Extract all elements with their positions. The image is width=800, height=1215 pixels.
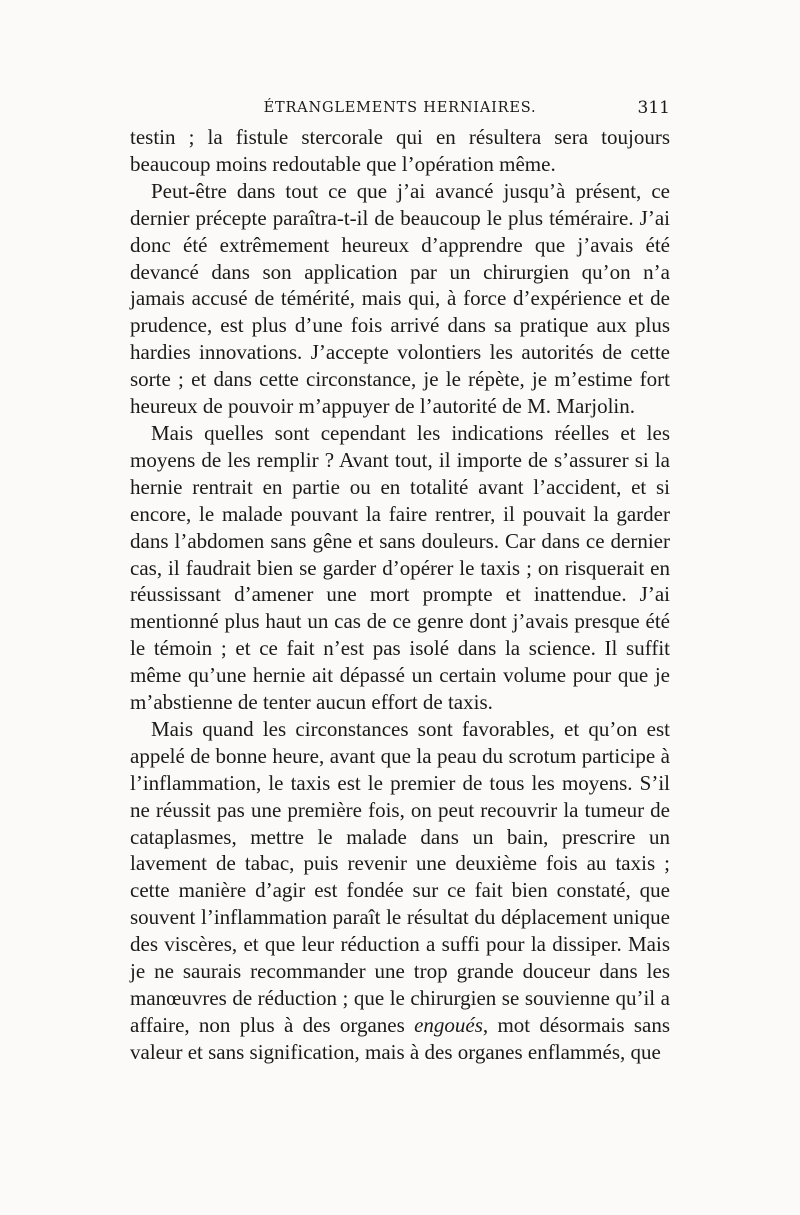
body-text	[130, 124, 670, 1066]
emphasis-engoues: engoués	[414, 1012, 483, 1037]
page-number: 311	[637, 98, 670, 118]
paragraph-4-text-before: Mais quand les circonstances sont favorables, et qu’on est appelé de bonne heure, avant que la peau du scrotum participe à l’inflammation, le taxis est le premier de tous les moyens. S’il ne réussit pas une première fois, on peut recouvrir la tumeur de cataplasmes, mettre le malade dans un bain, prescrire un lavement de tabac, puis revenir une deuxième fois au taxis ; cette manière d’agir est fondée sur ce fait bien constaté, que souvent l’inflammation paraît le résultat du déplacement unique des viscères, et que leur réduction a suffi pour la dissiper. Mais je ne saurais recommander une trop grande douceur dans les manœuvres de réduction ; que le chirurgien se souvienne qu’il a affaire, non plus à des organes	[130, 716, 670, 1037]
book-page	[130, 98, 670, 1066]
paragraph-1: testin ; la fistule stercorale qui en résultera sera toujours beaucoup moins redoutable que l’opération même.	[130, 125, 670, 176]
paragraph-2: Peut-être dans tout ce que j’ai avancé jusqu’à présent, ce dernier précepte paraîtra-t-il de beaucoup le plus téméraire. J’ai donc été extrêmement heureux d’apprendre que j’avais été devancé dans son application par un chirurgien qu’on n’a jamais accusé de témérité, mais qui, à force d’expérience et de prudence, est plus d’une fois arrivé dans sa pratique aux plus hardies innovations. J’accepte volontiers les autorités de cette sorte ; et dans cette circonstance, je le répète, je m’estime fort heureux de pouvoir m’appuyer de l’autorité de M. Marjolin.	[130, 178, 670, 419]
running-title: ÉTRANGLEMENTS HERNIAIRES.	[263, 100, 537, 116]
running-head	[130, 98, 670, 122]
paragraph-3: Mais quelles sont cependant les indications réelles et les moyens de les remplir ? Avant tout, il importe de s’assurer si la hernie rentrait en partie ou en totalité avant l’accident, et si encore, le malade pouvant la faire rentrer, il pouvait la garder dans l’abdomen sans gêne et sans douleurs. Car dans ce dernier cas, il faudrait bien se garder d’opérer le taxis ; on risquerait en réussissant d’amener une mort prompte et inattendue. J’ai mentionné plus haut un cas de ce genre dont j’avais presque été le témoin ; et ce fait n’est pas isolé dans la science. Il suffit même qu’une hernie ait dépassé un certain volume pour que je m’abstienne de tenter aucun effort de taxis.	[130, 420, 670, 715]
paragraph-4	[130, 716, 670, 1066]
paragraph-4-text-after: , mot désormais sans valeur et sans signification, mais à des organes enflammés, que	[130, 1012, 670, 1064]
